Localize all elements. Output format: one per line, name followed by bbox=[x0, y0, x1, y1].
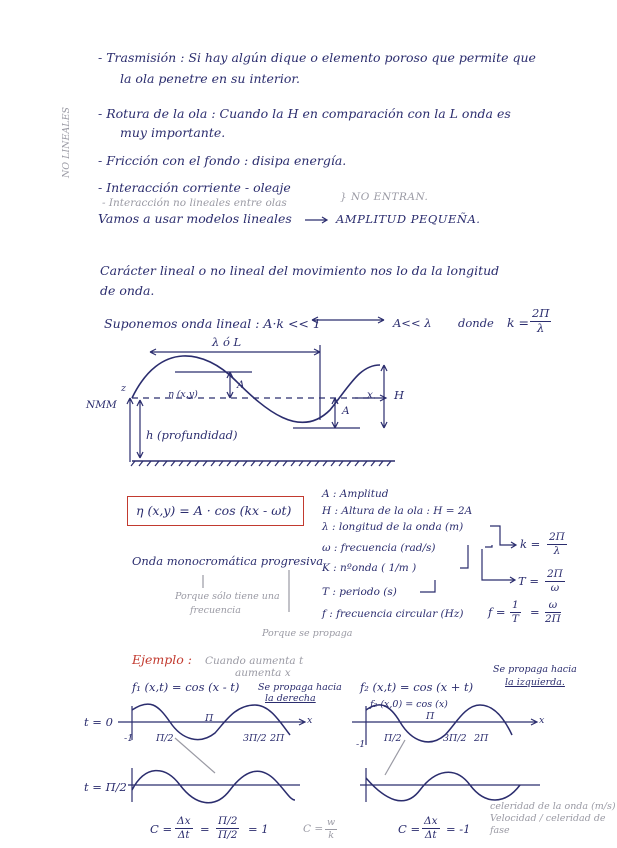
f2-fraction bbox=[545, 600, 561, 624]
k-eq: k = bbox=[520, 537, 541, 551]
c1-eq2: = bbox=[200, 822, 210, 836]
def-longitud: λ : longitud de la onda (m) bbox=[322, 521, 464, 533]
side-note-no-lineales: NO LINEALES bbox=[61, 106, 72, 178]
c1-num2: Π/2 bbox=[218, 815, 238, 827]
bracket-k2 bbox=[485, 545, 492, 547]
bracket-T2 bbox=[420, 580, 435, 592]
f1-formula: f₁ (x,t) = cos (x - t) bbox=[132, 680, 240, 694]
amplitude-a2 bbox=[332, 398, 338, 428]
lambda-label: λ ó L bbox=[212, 335, 242, 349]
c2-num: Δx bbox=[424, 815, 438, 827]
grey-note-2: frecuencia bbox=[190, 605, 241, 616]
tick-r-3pi2: 3Π/2 bbox=[443, 733, 467, 744]
mono-label: Onda monocromática progresiva bbox=[132, 554, 324, 568]
note-no-entran: } NO ENTRAN. bbox=[340, 191, 429, 203]
k-den: λ bbox=[553, 544, 561, 557]
k-fraction-num: 2Π bbox=[532, 306, 550, 320]
k-fraction-den: λ bbox=[537, 320, 545, 335]
bracket-k3 bbox=[460, 545, 468, 568]
c-mid-den: k bbox=[328, 829, 334, 841]
def-frecuencia-circular: f : frecuencia circular (Hz) bbox=[322, 608, 464, 620]
T-den: ω bbox=[550, 581, 560, 594]
f1-note-2: la derecha bbox=[265, 693, 316, 704]
formula-eta: η (x,y) = A · cos (kx - ωt) bbox=[136, 503, 292, 518]
def-frecuencia: ω : frecuencia (rad/s) bbox=[322, 542, 436, 554]
depth-arrow bbox=[137, 400, 143, 458]
T-eq: T = bbox=[518, 574, 539, 588]
shift-left bbox=[175, 738, 215, 773]
T-fraction bbox=[545, 569, 565, 593]
note-caracter-cont: de onda. bbox=[100, 283, 155, 298]
tick-l-3pi2: 3Π/2 bbox=[243, 733, 267, 744]
c1-den: Δt bbox=[177, 828, 190, 841]
bracket-k bbox=[490, 526, 516, 548]
f2-den: 2Π bbox=[545, 612, 561, 625]
c2-den: Δt bbox=[424, 828, 437, 841]
c1-res: = 1 bbox=[248, 822, 269, 836]
f-eq: f = bbox=[488, 605, 506, 619]
grey-note-1: Porque sólo tiene una bbox=[175, 591, 280, 602]
a2-label: A bbox=[342, 405, 350, 417]
note-transmision: - Trasmisión : Si hay algún dique o elemento poroso que permite que bbox=[98, 50, 536, 65]
f2-num: ω bbox=[545, 600, 561, 613]
note-donde: donde bbox=[458, 316, 494, 330]
bracket-T bbox=[482, 549, 515, 583]
c1-frac2 bbox=[216, 816, 239, 840]
note-a-lambda: A<< λ bbox=[393, 316, 432, 330]
note-friccion: - Fricción con el fondo : disipa energía. bbox=[98, 153, 347, 168]
grey-cuando: Cuando aumenta t bbox=[205, 655, 304, 667]
shift-right bbox=[385, 740, 405, 775]
note-transmision-cont: la ola penetre en su interior. bbox=[120, 71, 300, 86]
tick-l-pi2: Π/2 bbox=[156, 733, 174, 744]
note-caracter: Carácter lineal o no lineal del movimiento nos lo da la longitud bbox=[100, 263, 500, 278]
def-numero-onda: K : nºonda ( 1/m ) bbox=[322, 562, 417, 574]
axis-right-t0 bbox=[352, 719, 537, 725]
amplitude-a1 bbox=[227, 372, 233, 398]
note-amplitud-pequena: AMPLITUD PEQUEÑA. bbox=[336, 212, 481, 226]
note-k-eq: k = bbox=[507, 315, 530, 330]
h-label: H bbox=[394, 388, 405, 402]
c1-frac bbox=[175, 816, 193, 840]
f2-note-1: Se propaga hacia bbox=[493, 664, 577, 675]
celer-1: celeridad de la onda (m/s) bbox=[490, 801, 616, 812]
note-modelos-lineales: Vamos a usar modelos lineales bbox=[98, 211, 292, 226]
nmm-label: NMM bbox=[86, 399, 117, 411]
tick-l-2pi: 2Π bbox=[270, 733, 285, 744]
c2-frac bbox=[422, 816, 440, 840]
t0-label: t = 0 bbox=[84, 715, 113, 729]
note-suponemos: Suponemos onda lineal : A·k << 1 bbox=[104, 316, 321, 331]
grey-aumenta: aumenta x bbox=[235, 667, 291, 679]
k-fraction bbox=[547, 532, 567, 556]
x-right: x bbox=[539, 715, 545, 726]
f2-small: f₂ (x,0) = cos (x) bbox=[370, 699, 448, 710]
f1-note-1: Se propaga hacia bbox=[258, 682, 342, 693]
c1-eq: C = bbox=[150, 822, 173, 836]
c-mid-frac bbox=[325, 818, 337, 840]
f-fraction bbox=[510, 600, 521, 624]
c-mid-eq: C = bbox=[303, 823, 324, 835]
tpi2-label: t = Π/2 bbox=[84, 780, 127, 794]
a1-label: A bbox=[237, 379, 245, 391]
depth-label: h (profundidad) bbox=[146, 428, 238, 442]
f-eq2: = bbox=[530, 605, 540, 619]
def-altura: H : Altura de la ola : H = 2A bbox=[322, 505, 473, 517]
k-num: 2Π bbox=[549, 531, 565, 543]
f-den: T bbox=[511, 612, 519, 625]
c-mid-num: w bbox=[327, 817, 336, 828]
celer-2: Velocidad / celeridad de bbox=[490, 813, 606, 824]
def-periodo: T : periodo (s) bbox=[322, 586, 397, 598]
tick-l-pi: Π bbox=[205, 713, 214, 724]
c2-eq: C = bbox=[398, 822, 421, 836]
tick-r-pi2: Π/2 bbox=[384, 733, 402, 744]
note-interaccion-corriente: - Interacción corriente - oleaje bbox=[98, 180, 291, 195]
lambda-dimension bbox=[150, 349, 320, 355]
celer-3: fase bbox=[490, 825, 510, 836]
tick-l-neg1: -1 bbox=[124, 733, 134, 744]
c1-num: Δx bbox=[177, 815, 191, 827]
f2-note-2: la izquierda. bbox=[505, 677, 565, 688]
eta-label: η (x,y) bbox=[168, 389, 198, 400]
x-label: x bbox=[367, 389, 373, 401]
T-num: 2Π bbox=[547, 568, 563, 580]
arrow-amplitud bbox=[305, 217, 327, 223]
tick-r-neg1: -1 bbox=[356, 739, 366, 750]
grey-note-3: Porque se propaga bbox=[262, 628, 353, 639]
note-rotura: - Rotura de la ola : Cuando la H en comparación con la L onda es bbox=[98, 106, 511, 121]
x-left: x bbox=[307, 715, 313, 726]
c2-res: = -1 bbox=[446, 822, 471, 836]
def-amplitud: A : Amplitud bbox=[322, 488, 389, 500]
curve-right-t1 bbox=[366, 772, 520, 801]
note-interaccion-no-lineal: - Interacción no lineales entre olas bbox=[102, 197, 287, 209]
tick-r-pi: Π bbox=[426, 711, 435, 722]
c1-den2: Π/2 bbox=[218, 828, 238, 841]
tick-r-2pi: 2Π bbox=[474, 733, 489, 744]
ejemplo-title: Ejemplo : bbox=[132, 652, 192, 667]
double-arrow bbox=[312, 317, 384, 323]
note-rotura-cont: muy importante. bbox=[120, 125, 226, 140]
f-num: 1 bbox=[512, 599, 519, 611]
z-label: z bbox=[121, 383, 127, 394]
f2-formula: f₂ (x,t) = cos (x + t) bbox=[360, 680, 474, 694]
curve-left-t1 bbox=[132, 771, 295, 803]
z-axis bbox=[127, 398, 133, 462]
